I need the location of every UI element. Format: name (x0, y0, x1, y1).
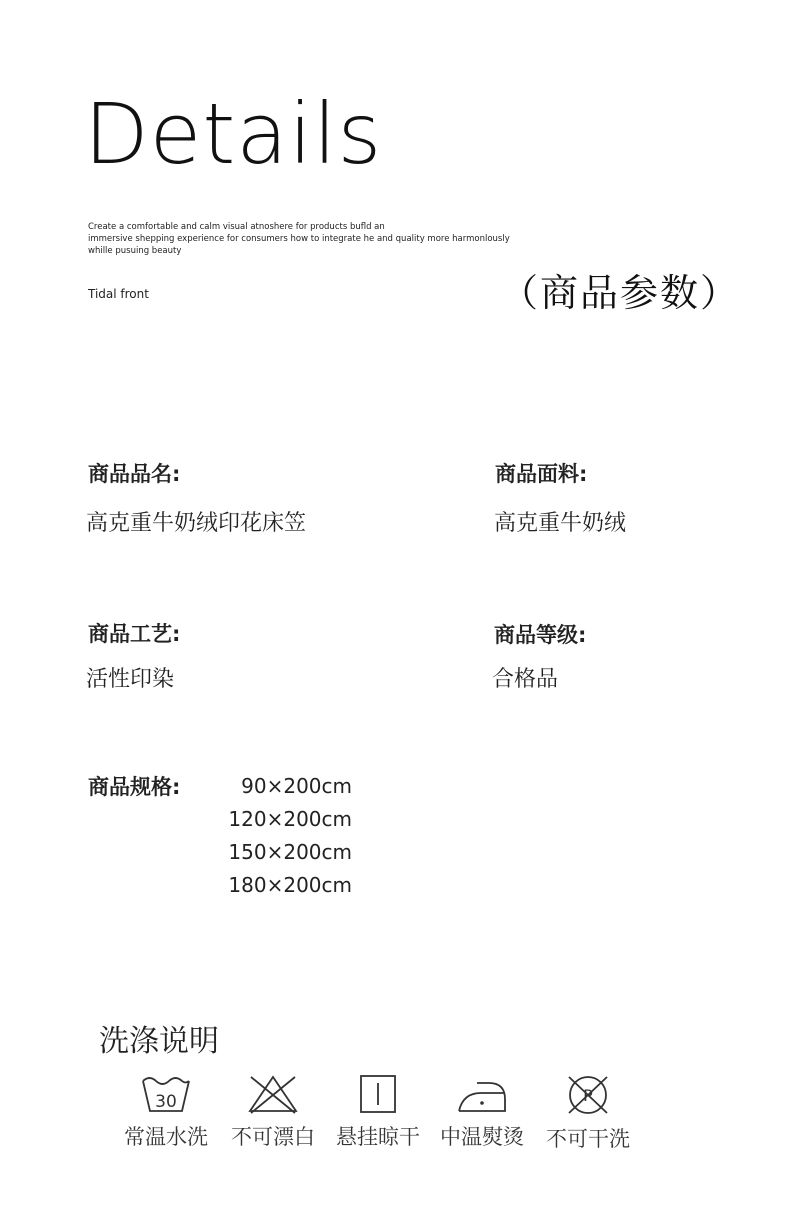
intro-line: whille pusuing beauty (88, 246, 182, 256)
intro-line: immersive shepping experience for consumers how to integrate he and quality more harmonlously (88, 234, 510, 244)
care-label: 悬挂晾干 (336, 1125, 420, 1149)
wash-title: 洗涤说明 (99, 1024, 219, 1059)
wash-30-icon (140, 1073, 192, 1115)
care-label: 中温熨烫 (440, 1125, 524, 1149)
intro-line: Create a comfortable and calm visual atnoshere for products bufld an (88, 222, 385, 232)
craft-value: 活性印染 (86, 667, 175, 692)
care-item-hang (326, 1073, 430, 1151)
iron-medium-icon (455, 1073, 509, 1115)
fabric-value: 高克重牛奶绒 (494, 511, 627, 536)
fabric-label: 商品面料: (495, 462, 588, 486)
wash-temp-text: 30 (155, 1092, 177, 1112)
size-item: 150×200cm (228, 840, 352, 864)
care-label: 常温水洗 (124, 1125, 208, 1149)
hang-dry-icon (358, 1073, 398, 1115)
hero-title: Details (84, 85, 383, 183)
care-item-bleach (221, 1073, 325, 1151)
size-item: 180×200cm (228, 873, 352, 897)
craft-label: 商品工艺: (88, 622, 181, 646)
grade-value: 合格品 (492, 667, 559, 692)
grade-label: 商品等级: (494, 623, 587, 647)
size-item: 120×200cm (228, 807, 352, 831)
care-item-wash (114, 1073, 218, 1151)
tag-text: Tidal front (88, 287, 149, 301)
intro-text (88, 221, 548, 257)
name-value: 高克重牛奶绒印花床笠 (86, 511, 307, 536)
section-title: （商品参数） (500, 271, 741, 315)
dryclean-letter: P (583, 1086, 593, 1105)
care-item-iron (430, 1073, 534, 1151)
care-label: 不可干洗 (546, 1127, 630, 1151)
no-dry-clean-icon (561, 1073, 615, 1117)
care-label: 不可漂白 (231, 1125, 315, 1149)
size-item: 90×200cm (241, 774, 352, 798)
size-list (216, 770, 352, 902)
no-bleach-icon (246, 1073, 300, 1115)
spec-label: 商品规格: (88, 775, 181, 799)
name-label: 商品品名: (88, 462, 181, 486)
care-item-dryclean (536, 1073, 640, 1153)
